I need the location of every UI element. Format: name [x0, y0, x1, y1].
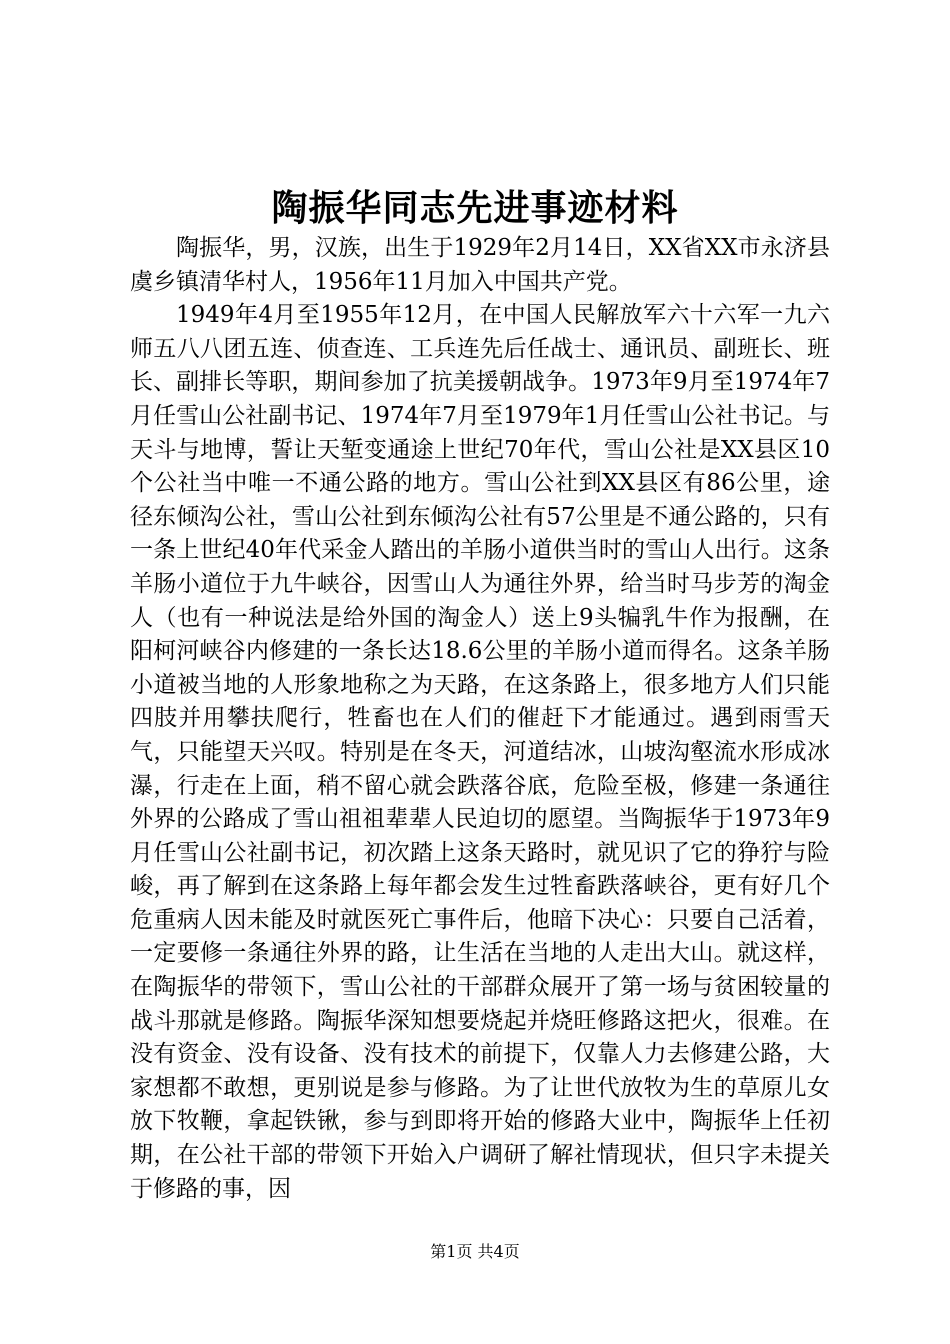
document-title: 陶振华同志先进事迹材料 — [271, 187, 679, 229]
page-footer: 第1页 共4页 — [430, 1242, 520, 1261]
paragraph: 1949年4月至1955年12月，在中国人民解放军六十六军一九六师五八八团五连、侦查连、工兵连先后任战士、通讯员、副班长、班长、副排长等职，期间参加了抗美援朝战争。1973年9月至1974年7月任雪山公社副书记、1974年7月至1979年1月任雪山公社书记。与天斗与地博，誓让天堑变通途上世纪70年代，雪山公社是XX县区10个公社当中唯一不通公路的地方。雪山公社到XX县区有86公里，途径东倾沟公社，雪山公社到东倾沟公社有57公里是不通公路的，只有一条上世纪40年代采金人踏出的羊肠小道供当时的雪山人出行。这条羊肠小道位于九牛峡谷，因雪山人为通往外界，给当时马步芳的淘金人（也有一种说法是给外国的淘金人）送上9头犏乳牛作为报酬，在阳柯河峡谷内修建的一条长达18.6公里的羊肠小道而得名。这条羊肠小道被当地的人形象地称之为天路，在这条路上，很多地方人们只能四肢并用攀扶爬行，牲畜也在人们的催赶下才能通过。遇到雨雪天气，只能望天兴叹。特别是在冬天，河道结冰，山坡沟壑流水形成冰瀑，行走在上面，稍不留心就会跌落谷底，危险至极，修建一条通往外界的公路成了雪山祖祖辈辈人民迫切的愿望。当陶振华于1973年9月任雪山公社副书记，初次踏上这条天路时，就见识了它的狰狞与险峻，再了解到在这条路上每年都会发生过牲畜跌落峡谷，更有好几个危重病人因未能及时就医死亡事件后，他暗下决心：只要自己活着，一定要修一条通往外界的路，让生活在当地的人走出大山。就这样，在陶振华的带领下，雪山公社的干部群众展开了第一场与贫困较量的战斗那就是修路。陶振华深知想要烧起并烧旺修路这把火，很难。在没有资金、没有设备、没有技术的前提下，仅靠人力去修建公路，大家想都不敢想，更别说是参与修路。为了让世代放牧为生的草原儿女放下牧鞭，拿起铁锹，参与到即将开始的修路大业中，陶振华上任初期，在公社干部的带领下开始入户调研了解社情现状，但只字未提关于修路的事，因 — [130, 302, 830, 1202]
document-body — [130, 232, 830, 1206]
paragraph: 陶振华，男，汉族，出生于1929年2月14日，XX省XX市永济县虞乡镇清华村人，1956年11月加入中国共产党。 — [130, 235, 830, 295]
